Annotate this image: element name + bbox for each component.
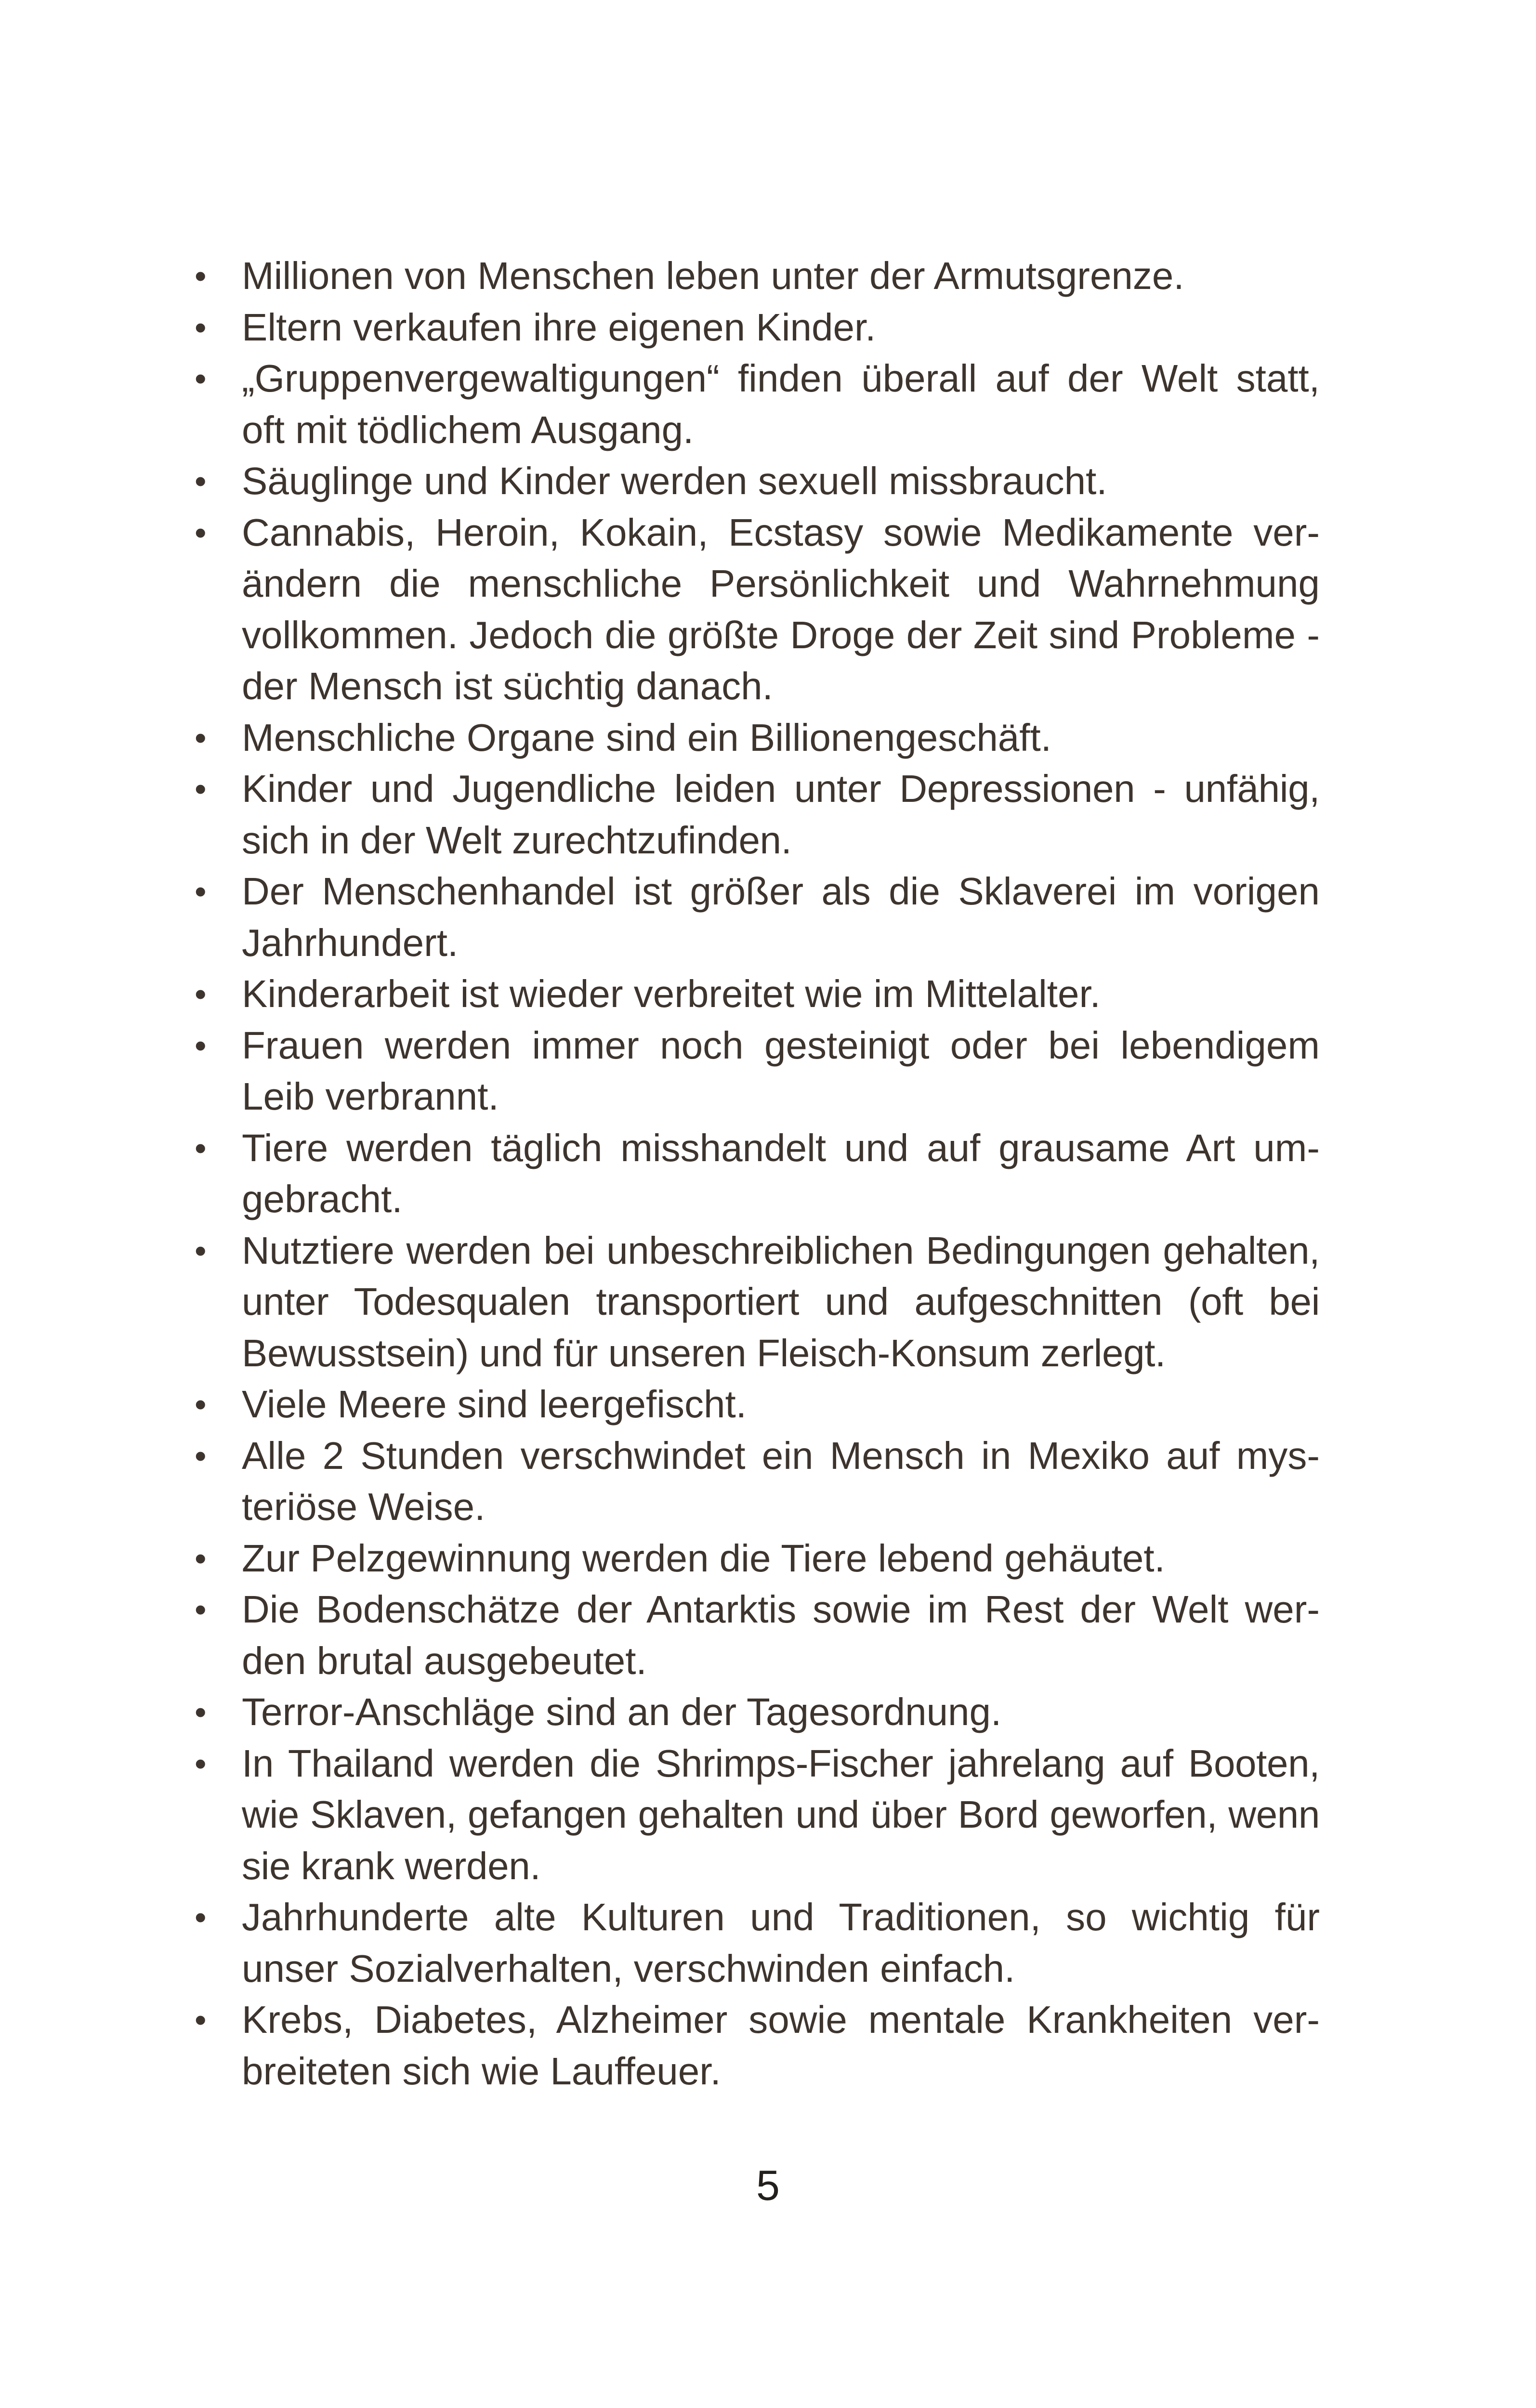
bullet-icon: • <box>195 770 207 808</box>
bullet-icon: • <box>195 308 207 346</box>
bullet-list <box>193 250 1320 2097</box>
bullet-icon: • <box>195 1539 207 1577</box>
list-item <box>193 1020 1320 1123</box>
list-item <box>193 1687 1320 1738</box>
list-item <box>193 968 1320 1020</box>
list-item <box>193 353 1320 456</box>
list-item-text: Viele Meere sind leergefischt. <box>242 1383 747 1426</box>
list-item-text: Cannabis, Heroin, Kokain, Ecstasy sowie Medikamente verändern die menschliche Persönlichkeit und Wahrnehmung vollkommen. Jedoch die größte Droge der Zeit sind Probleme - der Mensch ist süchtig danach. <box>242 510 1320 707</box>
bullet-icon: • <box>195 2001 207 2039</box>
list-item-text: Kinder und Jugendliche leiden unter Depressionen - unfähig, sich in der Welt zurechtzufinden. <box>242 767 1320 862</box>
list-item-text: Millionen von Menschen leben unter der Armutsgrenze. <box>242 254 1184 297</box>
bullet-icon: • <box>195 513 207 551</box>
list-item <box>193 1533 1320 1584</box>
list-item <box>193 1738 1320 1892</box>
list-item-text: Zur Pelzgewinnung werden die Tiere lebend gehäutet. <box>242 1536 1165 1580</box>
list-item-text: Krebs, Diabetes, Alzheimer sowie mentale Krankheiten verbreiteten sich wie Lauffeuer. <box>242 1998 1320 2093</box>
list-item <box>193 302 1320 353</box>
bullet-icon: • <box>195 1591 207 1628</box>
list-item <box>193 763 1320 866</box>
list-item <box>193 1379 1320 1430</box>
list-item <box>193 1430 1320 1533</box>
list-item-text: Die Bodenschätze der Antarktis sowie im Rest der Welt werden brutal ausgebeutet. <box>242 1588 1320 1682</box>
list-item <box>193 712 1320 764</box>
list-item-text: In Thailand werden die Shrimps-Fischer jahrelang auf Booten, wie Sklaven, gefangen gehalten und über Bord geworfen, wenn sie krank werden. <box>242 1741 1320 1887</box>
bullet-icon: • <box>195 1744 207 1782</box>
bullet-icon: • <box>195 1026 207 1064</box>
bullet-icon: • <box>195 873 207 910</box>
list-item-text: Alle 2 Stunden verschwindet ein Mensch in Mexiko auf mysteriöse Weise. <box>242 1434 1320 1528</box>
list-item-text: Menschliche Organe sind ein Billionengeschäft. <box>242 716 1051 759</box>
list-item-text: „Gruppenvergewaltigungen“ finden überall auf der Welt statt, oft mit tödlichem Ausgang. <box>242 357 1320 451</box>
list-item <box>193 250 1320 302</box>
bullet-icon: • <box>195 1129 207 1167</box>
page-number: 5 <box>756 2161 780 2209</box>
list-item <box>193 866 1320 968</box>
bullet-icon: • <box>195 1693 207 1731</box>
list-item <box>193 456 1320 507</box>
list-item-text: Säuglinge und Kinder werden sexuell missbraucht. <box>242 459 1107 502</box>
list-item-text: Nutztiere werden bei unbeschreiblichen Bedingungen gehalten, unter Todesqualen transportiert und aufgeschnitten (oft bei Bewusstsein) und für unseren Fleisch-Konsum zerlegt. <box>242 1229 1320 1374</box>
bullet-icon: • <box>195 1231 207 1269</box>
list-item <box>193 1225 1320 1379</box>
list-item <box>193 1123 1320 1225</box>
bullet-icon: • <box>195 975 207 1013</box>
list-item-text: Tiere werden täglich misshandelt und auf grausame Art umgebracht. <box>242 1126 1320 1220</box>
bullet-icon: • <box>195 360 207 397</box>
list-item-text: Eltern verkaufen ihre eigenen Kinder. <box>242 305 876 349</box>
list-item-text: Der Menschenhandel ist größer als die Sklaverei im vorigen Jahrhundert. <box>242 870 1320 964</box>
list-item <box>193 507 1320 712</box>
list-item <box>193 1892 1320 1994</box>
list-item-text: Terror-Anschläge sind an der Tagesordnung. <box>242 1690 1002 1733</box>
list-item-text: Jahrhunderte alte Kulturen und Traditionen, so wichtig für unser Sozialverhalten, verschwinden einfach. <box>242 1896 1320 1990</box>
list-item <box>193 1994 1320 2097</box>
bullet-icon: • <box>195 719 207 757</box>
bullet-icon: • <box>195 257 207 295</box>
bullet-icon: • <box>195 1386 207 1423</box>
list-item-text: Kinderarbeit ist wieder verbreitet wie im Mittelalter. <box>242 972 1101 1015</box>
list-item <box>193 1584 1320 1687</box>
bullet-icon: • <box>195 1437 207 1475</box>
bullet-icon: • <box>195 1898 207 1936</box>
list-item-text: Frauen werden immer noch gesteinigt oder bei lebendigem Leib verbrannt. <box>242 1023 1320 1118</box>
bullet-icon: • <box>195 462 207 500</box>
